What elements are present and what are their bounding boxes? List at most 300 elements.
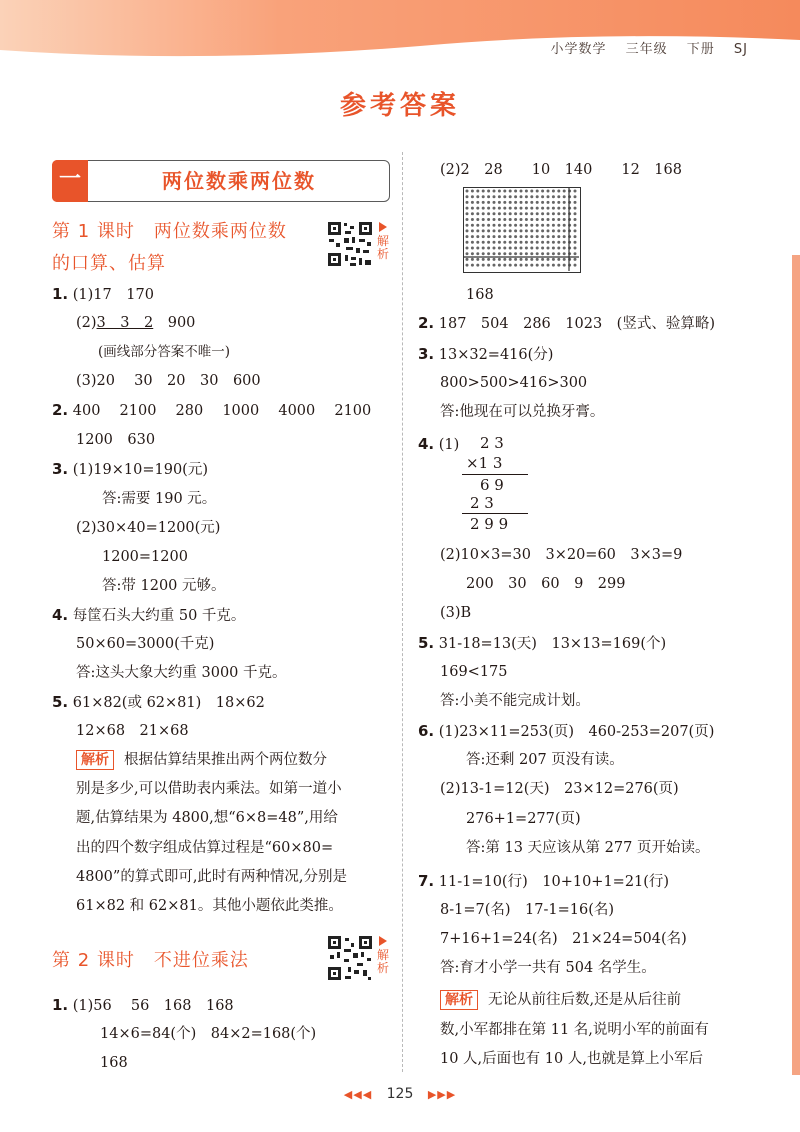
question-number: 3. xyxy=(418,345,435,363)
column-divider xyxy=(402,152,403,1072)
dot xyxy=(530,224,533,227)
analysis-text: 无论从前往后数,还是从后往前 xyxy=(488,992,682,1008)
dot xyxy=(503,207,506,210)
dot xyxy=(476,218,479,221)
dot xyxy=(530,229,533,232)
dot xyxy=(525,195,528,198)
header-meta xyxy=(536,38,748,57)
dot xyxy=(536,241,539,244)
answer-line: (2)13-1=12(天) 23×12=276(页) xyxy=(440,781,679,797)
dot xyxy=(476,195,479,198)
dot xyxy=(509,195,512,198)
analysis-text: 题,估算结果为 4800,想“6×8=48”,用给 xyxy=(76,810,338,826)
answer-line: 答:育才小学一共有 504 名学生。 xyxy=(440,960,656,976)
dot xyxy=(525,212,528,215)
dot xyxy=(563,252,566,255)
answer-text: (1) xyxy=(438,437,460,453)
header-volume: 下册 xyxy=(686,42,715,57)
dot xyxy=(498,201,501,204)
question-number: 5. xyxy=(418,634,435,652)
dot xyxy=(547,190,550,193)
vert-row: ×1 3 xyxy=(466,454,503,472)
dot xyxy=(509,190,512,193)
dot xyxy=(482,247,485,250)
dot xyxy=(466,195,469,198)
dot xyxy=(541,229,544,232)
dot xyxy=(520,190,523,193)
dot xyxy=(471,241,474,244)
dot xyxy=(563,241,566,244)
dot xyxy=(514,241,517,244)
dot xyxy=(547,235,550,238)
dot xyxy=(541,252,544,255)
dot xyxy=(476,201,479,204)
dot xyxy=(482,229,485,232)
lesson1-title-line2: 的口算、估算 xyxy=(52,253,166,274)
answer-line xyxy=(418,721,714,742)
question-number: 2. xyxy=(52,401,69,419)
dot xyxy=(536,252,539,255)
answer-line: (3)20 30 20 30 600 xyxy=(76,373,261,389)
dot xyxy=(482,190,485,193)
answer-line: 1200=1200 xyxy=(102,549,188,565)
dot xyxy=(557,201,560,204)
dot xyxy=(574,252,577,255)
dot xyxy=(503,235,506,238)
page-title: 参考答案 xyxy=(339,91,460,121)
answer-line: 答:需要 190 元。 xyxy=(102,491,217,507)
dot xyxy=(498,218,501,221)
question-number: 5. xyxy=(52,693,69,711)
dot xyxy=(525,241,528,244)
question-number: 4. xyxy=(418,435,435,453)
dot xyxy=(476,212,479,215)
dot xyxy=(525,207,528,210)
dot xyxy=(557,229,560,232)
dot xyxy=(503,201,506,204)
dot xyxy=(509,218,512,221)
lesson1-title xyxy=(52,216,287,280)
dot xyxy=(509,229,512,232)
dot xyxy=(530,218,533,221)
right-arrows-icon: ▶▶▶ xyxy=(427,1088,457,1101)
answer-text: 11-1=10(行) 10+10+1=21(行) xyxy=(438,874,670,890)
answer-text: (2) xyxy=(76,315,97,331)
header-subject: 小学数学 xyxy=(550,42,607,57)
answer-text: 900 xyxy=(153,315,196,331)
dot xyxy=(525,201,528,204)
dot xyxy=(493,190,496,193)
dot xyxy=(536,207,539,210)
dot xyxy=(493,201,496,204)
dot xyxy=(509,258,512,261)
dot xyxy=(547,258,550,261)
dot xyxy=(525,235,528,238)
answer-note: (画线部分答案不唯一) xyxy=(98,344,231,360)
dot xyxy=(514,224,517,227)
dot xyxy=(525,258,528,261)
qr-analysis-label[interactable] xyxy=(376,222,390,261)
dot xyxy=(574,201,577,204)
question-number: 1. xyxy=(52,285,69,303)
dot xyxy=(547,207,550,210)
answer-line: (2)10×3=30 3×20=60 3×3=9 xyxy=(440,547,683,563)
dot xyxy=(466,241,469,244)
dot xyxy=(557,252,560,255)
vert-row: 2 9 9 xyxy=(470,515,509,533)
dot xyxy=(514,207,517,210)
answer-text: (1)19×10=190(元) xyxy=(72,462,208,478)
dot xyxy=(471,235,474,238)
dot xyxy=(541,235,544,238)
dot xyxy=(552,201,555,204)
dot xyxy=(471,207,474,210)
dot xyxy=(574,212,577,215)
dot xyxy=(552,195,555,198)
dot xyxy=(530,241,533,244)
dot xyxy=(563,229,566,232)
dot xyxy=(552,207,555,210)
dot xyxy=(509,247,512,250)
dot xyxy=(476,252,479,255)
dot xyxy=(466,247,469,250)
dot xyxy=(493,229,496,232)
dot xyxy=(514,258,517,261)
answer-text: 61×82(或 62×81) 18×62 xyxy=(72,695,265,711)
answer-line xyxy=(52,400,371,421)
vert-row: 2 3 xyxy=(480,434,504,452)
analysis-text: 61×82 和 62×81。其他小题依此类推。 xyxy=(76,898,343,914)
dot xyxy=(552,190,555,193)
dot xyxy=(487,190,490,193)
unit-title: 两位数乘两位数 xyxy=(162,169,316,193)
dot xyxy=(509,207,512,210)
answer-line: 8-1=7(名) 17-1=16(名) xyxy=(440,902,615,918)
dot xyxy=(487,247,490,250)
dot-array-diagram xyxy=(463,187,581,273)
answer-line: 12×68 21×68 xyxy=(76,723,189,739)
analysis-line xyxy=(440,990,681,1010)
dot xyxy=(563,247,566,250)
dot xyxy=(530,252,533,255)
dot xyxy=(547,195,550,198)
dot xyxy=(574,247,577,250)
dot xyxy=(547,201,550,204)
dot xyxy=(525,247,528,250)
dot xyxy=(493,212,496,215)
dot xyxy=(482,207,485,210)
dot xyxy=(487,212,490,215)
dot xyxy=(466,258,469,261)
dot xyxy=(509,252,512,255)
dot xyxy=(487,229,490,232)
dot xyxy=(482,264,485,267)
lesson1-title-line1: 第 1 课时 两位数乘两位数 xyxy=(52,221,287,242)
dot xyxy=(476,264,479,267)
dot xyxy=(547,252,550,255)
dot xyxy=(520,218,523,221)
header-edition: SJ xyxy=(733,42,748,57)
dot xyxy=(482,218,485,221)
dot xyxy=(520,229,523,232)
dot xyxy=(557,258,560,261)
dot xyxy=(547,224,550,227)
dot xyxy=(536,229,539,232)
dot xyxy=(557,264,560,267)
dot xyxy=(471,252,474,255)
dot xyxy=(466,229,469,232)
dot xyxy=(525,224,528,227)
dot xyxy=(514,247,517,250)
dot xyxy=(471,224,474,227)
analysis-text: 别是多少,可以借助表内乘法。如第一道小 xyxy=(76,781,342,797)
dot xyxy=(466,224,469,227)
dot xyxy=(471,264,474,267)
dot xyxy=(547,241,550,244)
play-triangle-icon xyxy=(379,936,387,946)
dot xyxy=(552,212,555,215)
answer-line: (2)30×40=1200(元) xyxy=(76,520,221,536)
dot xyxy=(514,252,517,255)
answer-line xyxy=(418,633,666,654)
dot xyxy=(536,235,539,238)
dot xyxy=(557,190,560,193)
dot xyxy=(482,258,485,261)
dot xyxy=(487,252,490,255)
answer-text: 13×32=416(分) xyxy=(438,347,554,363)
answer-line xyxy=(418,313,715,334)
dot xyxy=(514,190,517,193)
dot xyxy=(552,224,555,227)
answer-line: (3)B xyxy=(440,605,472,621)
dot xyxy=(482,212,485,215)
dot xyxy=(530,235,533,238)
dot xyxy=(466,190,469,193)
dot xyxy=(482,235,485,238)
dot xyxy=(482,224,485,227)
side-edge-tab xyxy=(792,255,800,1075)
dot xyxy=(520,241,523,244)
dot xyxy=(471,212,474,215)
dot xyxy=(557,218,560,221)
analysis-text: 数,小军都排在第 11 名,说明小军的前面有 xyxy=(440,1022,709,1038)
vert-rule xyxy=(462,474,528,475)
dot xyxy=(487,241,490,244)
vert-rule xyxy=(462,513,528,514)
dot xyxy=(520,258,523,261)
dot xyxy=(482,201,485,204)
dot xyxy=(503,195,506,198)
dot xyxy=(541,247,544,250)
answer-line: 50×60=3000(千克) xyxy=(76,636,215,652)
dot xyxy=(476,247,479,250)
answer-line xyxy=(418,434,459,455)
dot xyxy=(574,195,577,198)
dot xyxy=(557,212,560,215)
dot xyxy=(503,258,506,261)
answer-line xyxy=(52,284,154,305)
answer-line xyxy=(76,313,195,333)
qr-code-icon[interactable] xyxy=(326,934,374,982)
dot xyxy=(493,258,496,261)
dot xyxy=(493,264,496,267)
dot xyxy=(471,195,474,198)
dot xyxy=(563,224,566,227)
dot xyxy=(487,218,490,221)
analysis-tag: 解析 xyxy=(440,990,478,1010)
vert-row: 6 9 xyxy=(480,476,504,494)
dot xyxy=(547,264,550,267)
answer-text: 每筐石头大约重 50 千克。 xyxy=(72,608,246,624)
dot xyxy=(466,201,469,204)
dot xyxy=(552,241,555,244)
dot xyxy=(493,241,496,244)
answer-line: 276+1=277(页) xyxy=(466,811,581,827)
dot xyxy=(487,201,490,204)
answer-line: 答:这头大象大约重 3000 千克。 xyxy=(76,665,287,681)
dot xyxy=(563,190,566,193)
dot xyxy=(503,212,506,215)
dot xyxy=(541,258,544,261)
analysis-text: 根据估算结果推出两个两位数分 xyxy=(124,752,327,768)
dot xyxy=(493,252,496,255)
dot xyxy=(466,264,469,267)
dot xyxy=(509,264,512,267)
dot xyxy=(471,247,474,250)
dot xyxy=(509,235,512,238)
dot xyxy=(487,264,490,267)
dot xyxy=(547,218,550,221)
dot xyxy=(514,218,517,221)
dot xyxy=(498,264,501,267)
dot xyxy=(536,264,539,267)
answer-line xyxy=(418,871,669,892)
dot xyxy=(536,190,539,193)
dot xyxy=(525,218,528,221)
dot xyxy=(552,264,555,267)
dot xyxy=(563,195,566,198)
dot xyxy=(503,218,506,221)
dot xyxy=(471,258,474,261)
answer-text: (1)23×11=253(页) 460-253=207(页) xyxy=(438,724,715,740)
dot xyxy=(574,241,577,244)
dot xyxy=(476,224,479,227)
unit-banner xyxy=(52,160,390,202)
dot xyxy=(552,247,555,250)
answer-text: 31-18=13(天) 13×13=169(个) xyxy=(438,636,667,652)
qr-code-icon[interactable] xyxy=(326,220,374,268)
dot xyxy=(498,252,501,255)
dot xyxy=(525,190,528,193)
dot xyxy=(471,229,474,232)
dot xyxy=(493,247,496,250)
dot xyxy=(557,241,560,244)
analysis-text: 10 人,后面也有 10 人,也就是算上小军后 xyxy=(440,1051,703,1067)
dot xyxy=(574,190,577,193)
dot xyxy=(509,241,512,244)
dot xyxy=(530,190,533,193)
answer-line xyxy=(418,344,553,365)
dot xyxy=(514,264,517,267)
analysis-text: 出的四个数字组成估算过程是“60×80= xyxy=(76,840,334,856)
left-arrows-icon: ◀◀◀ xyxy=(343,1088,373,1101)
dot xyxy=(557,247,560,250)
dot xyxy=(493,218,496,221)
dot xyxy=(557,224,560,227)
dot xyxy=(536,218,539,221)
dot xyxy=(503,190,506,193)
dot xyxy=(530,207,533,210)
dot xyxy=(552,229,555,232)
dot xyxy=(520,235,523,238)
qr-label-text: 解析 xyxy=(376,234,389,261)
dot xyxy=(482,252,485,255)
dot xyxy=(520,264,523,267)
dot xyxy=(557,207,560,210)
dot xyxy=(552,252,555,255)
dot xyxy=(525,252,528,255)
dot xyxy=(498,258,501,261)
dot xyxy=(520,195,523,198)
dot xyxy=(574,218,577,221)
dot xyxy=(466,252,469,255)
question-number: 6. xyxy=(418,722,435,740)
dot xyxy=(574,224,577,227)
question-number: 4. xyxy=(52,606,69,624)
dot xyxy=(503,252,506,255)
dot xyxy=(541,264,544,267)
dot xyxy=(563,258,566,261)
dot xyxy=(493,235,496,238)
dot xyxy=(514,212,517,215)
dot xyxy=(536,224,539,227)
dot xyxy=(509,224,512,227)
lesson2-title: 第 2 课时 不进位乘法 xyxy=(52,950,249,971)
analysis-line xyxy=(76,750,327,770)
qr-analysis-label[interactable] xyxy=(376,936,390,975)
dot xyxy=(466,218,469,221)
dot xyxy=(514,235,517,238)
dot xyxy=(541,195,544,198)
answer-line: 答:第 13 天应该从第 277 页开始读。 xyxy=(466,840,710,856)
answer-line: 169<175 xyxy=(440,664,508,680)
dot xyxy=(514,229,517,232)
dot xyxy=(476,258,479,261)
answer-text: 400 2100 280 1000 4000 2100 xyxy=(72,403,372,419)
answer-line xyxy=(52,692,265,713)
answer-line: 答:带 1200 元够。 xyxy=(102,578,226,594)
dot xyxy=(563,212,566,215)
dot xyxy=(466,235,469,238)
dot xyxy=(563,235,566,238)
dot-array xyxy=(464,188,579,271)
dot xyxy=(530,264,533,267)
dot xyxy=(520,224,523,227)
dot xyxy=(503,224,506,227)
dot xyxy=(514,195,517,198)
dot xyxy=(498,241,501,244)
answer-line: 168 xyxy=(100,1055,128,1071)
dot xyxy=(563,201,566,204)
dot xyxy=(541,207,544,210)
dot xyxy=(541,212,544,215)
dot xyxy=(493,195,496,198)
qr-label-text: 解析 xyxy=(376,948,389,975)
dot xyxy=(547,247,550,250)
page-number: 125 xyxy=(386,1086,414,1102)
answer-line xyxy=(52,995,234,1016)
dot xyxy=(498,212,501,215)
